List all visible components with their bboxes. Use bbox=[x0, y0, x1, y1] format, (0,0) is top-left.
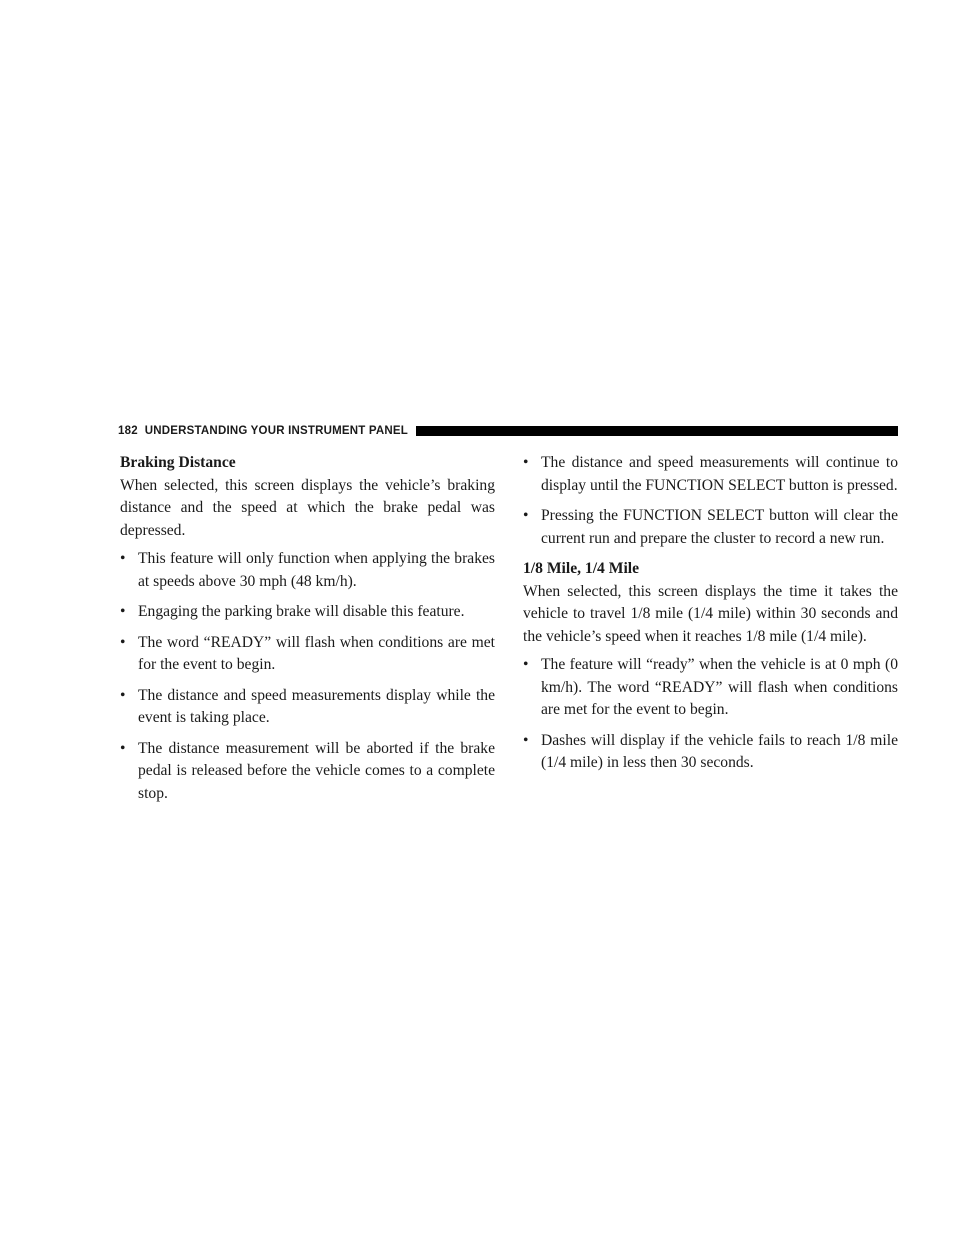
list-item-text: The distance measurement will be aborted if the brake pedal is released before the vehicle comes to a complete stop. bbox=[138, 739, 495, 802]
list-item bbox=[523, 730, 898, 775]
list-item bbox=[120, 738, 495, 806]
list-item-text: The feature will “ready” when the vehicle is at 0 mph (0 km/h). The word “READY” will flash when conditions are met for the event to begin. bbox=[541, 656, 898, 718]
bullet-icon: • bbox=[523, 731, 529, 749]
bullet-icon: • bbox=[523, 507, 529, 524]
list-item bbox=[120, 548, 495, 593]
list-item bbox=[523, 654, 898, 722]
bullet-icon: • bbox=[120, 603, 126, 620]
bullet-icon: • bbox=[120, 686, 126, 704]
page-number: 182 bbox=[118, 425, 138, 437]
bullet-icon: • bbox=[120, 633, 126, 651]
header-rule bbox=[416, 426, 898, 436]
list-item-text: The word “READY” will flash when conditions are met for the event to begin. bbox=[138, 633, 495, 673]
list-item-text: The distance and speed measurements display while the event is taking place. bbox=[138, 686, 495, 726]
list-item-text: Pressing the FUNCTION SELECT button will clear the current run and prepare the cluster to record a new run. bbox=[541, 507, 898, 547]
list-item-text: This feature will only function when applying the brakes at speeds above 30 mph (48 km/h). bbox=[138, 550, 495, 590]
list-item bbox=[120, 601, 495, 624]
bullet-icon: • bbox=[120, 739, 126, 757]
list-item bbox=[120, 685, 495, 730]
list-item bbox=[120, 632, 495, 677]
left-column bbox=[120, 452, 495, 813]
section-title: UNDERSTANDING YOUR INSTRUMENT PANEL bbox=[144, 425, 408, 437]
bullet-icon: • bbox=[120, 550, 126, 567]
list-item bbox=[523, 505, 898, 550]
list-item-text: Dashes will display if the vehicle fails to reach 1/8 mile (1/4 mile) in less then 30 seconds. bbox=[541, 731, 898, 771]
list-item-text: Engaging the parking brake will disable this feature. bbox=[138, 603, 465, 620]
page-header bbox=[118, 424, 898, 438]
braking-distance-heading: Braking Distance bbox=[120, 454, 236, 471]
bullet-icon: • bbox=[523, 656, 529, 673]
bullet-icon: • bbox=[523, 454, 529, 471]
list-item bbox=[523, 452, 898, 497]
right-column bbox=[523, 452, 898, 783]
list-item-text: The distance and speed measurements will continue to display until the FUNCTION SELECT button is pressed. bbox=[541, 454, 898, 494]
mile-heading: 1/8 Mile, 1/4 Mile bbox=[523, 560, 640, 577]
braking-distance-intro: When selected, this screen displays the vehicle’s braking distance and the speed at which the brake pedal was depressed. bbox=[120, 476, 495, 539]
mile-intro: When selected, this screen displays the time it takes the vehicle to travel 1/8 mile (1/4 mile) within 30 seconds and the vehicle’s speed when it reaches 1/8 mile (1/4 mile). bbox=[523, 582, 898, 645]
